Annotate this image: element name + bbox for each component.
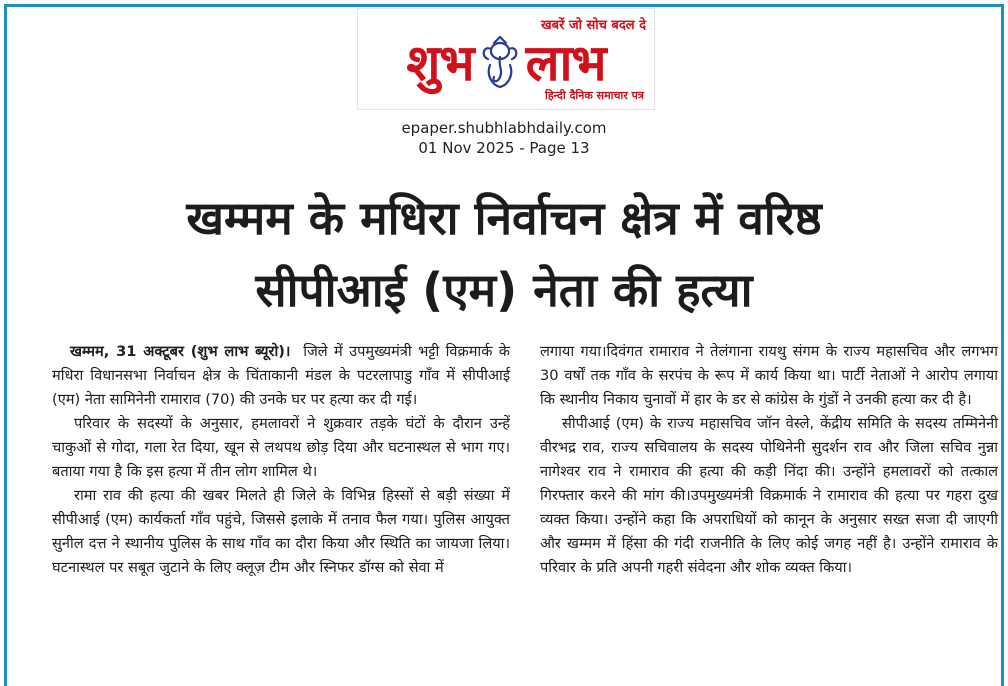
ganesha-icon: [478, 35, 522, 91]
paragraph-3: रामा राव की हत्या की खबर मिलते ही जिले के विभिन्न हिस्सों से बड़ी संख्या में सीपीआई (एम) कार्यकर्ता गाँव पहुंचे, जिससे इलाके में तनाव फैल गया। पुलिस आयुक्त सुनील दत्त ने स्थानीय पुलिस के साथ गाँव का दौरा किया और स्थिति का जायजा लिया। घटनास्थल पर सबूत जुटाने के लिए क्लूज़ टीम और स्निफर डॉग्स को सेवा में: [52, 487, 510, 576]
paragraph-4: लगाया गया।दिवंगत रामाराव ने तेलंगाना रायथु संगम के राज्य महासचिव और लगभग 30 वर्षों तक गाँव के सरपंच के रूप में कार्य किया था। पार्टी नेताओं ने आरोप लगाया कि स्थानीय निकाय चुनावों में हार के डर से कांग्रेस के गुंडों ने उनकी हत्या कर दी है।: [540, 343, 998, 408]
article-column-left: [52, 340, 510, 686]
article-body: [52, 340, 998, 686]
logo-word-left: शुभ: [406, 34, 474, 92]
headline-line-1: खम्मम के मधिरा निर्वाचन क्षेत्र में वरिष्ठ: [186, 191, 822, 245]
paragraph-1-text: जिले में उपमुख्यमंत्री भट्टी विक्रमार्क के मधिरा विधानसभा निर्वाचन क्षेत्र के चिंताकानी मंडल के पटरलापाडु गाँव में सीपीआई (एम) नेता सामिनेनी रामाराव (70) की उनके घर पर हत्या कर दी गई।: [52, 343, 510, 408]
masthead-subtag: हिन्दी दैनिक समाचार पत्र: [544, 89, 644, 102]
paragraph-2: परिवार के सदस्यों के अनुसार, हमलावरों ने शुक्रवार तड़के घंटों के दौरान उन्हें चाकुओं से गोदा, गला रेत दिया, खून से लथपथ छोड़ दिया और घटनास्थल से भाग गए। बताया गया है कि इस हत्या में तीन लोग शामिल थे।: [52, 415, 510, 480]
logo-wordmark: [364, 33, 648, 93]
masthead-tagline: खबरें जो सोच बदल दे: [541, 18, 646, 33]
masthead-logo: [357, 8, 655, 110]
source-url[interactable]: epaper.shubhlabhdaily.com: [401, 119, 607, 137]
source-date-page: 01 Nov 2025 - Page 13: [418, 139, 590, 157]
article-headline: [40, 182, 968, 326]
headline-line-2: सीपीआई (एम) नेता की हत्या: [255, 263, 753, 317]
article-column-right: [540, 340, 998, 686]
paragraph-1: [52, 340, 510, 412]
paragraph-5: सीपीआई (एम) के राज्य महासचिव जॉन वेस्ले, केंद्रीय समिति के सदस्य तम्मिनेनी वीरभद्र राव, राज्य सचिवालय के सदस्य पोथिनेनी सुदर्शन राव और जिला सचिव नुन्ना नागेश्वर राव ने रामाराव की हत्या की कड़ी निंदा की। उन्होंने हमलावरों को तत्काल गिरफ्तार करने की मांग की।उपमुख्यमंत्री विक्रमार्क ने रामाराव की हत्या पर गहरा दुख व्यक्त किया। उन्होंने कहा कि अपराधियों को कानून के अनुसार सख्त सजा दी जाएगी और खम्मम में हिंसा की गंदी राजनीति के लिए कोई जगह नहीं है। उन्होंने रामाराव के परिवार के प्रति अपनी गहरी संवेदना और शोक व्यक्त किया।: [540, 415, 998, 576]
source-info: [0, 118, 1008, 158]
logo-word-right: लाभ: [525, 34, 606, 92]
dateline: खम्मम, 31 अक्टूबर (शुभ लाभ ब्यूरो)।: [70, 343, 291, 360]
